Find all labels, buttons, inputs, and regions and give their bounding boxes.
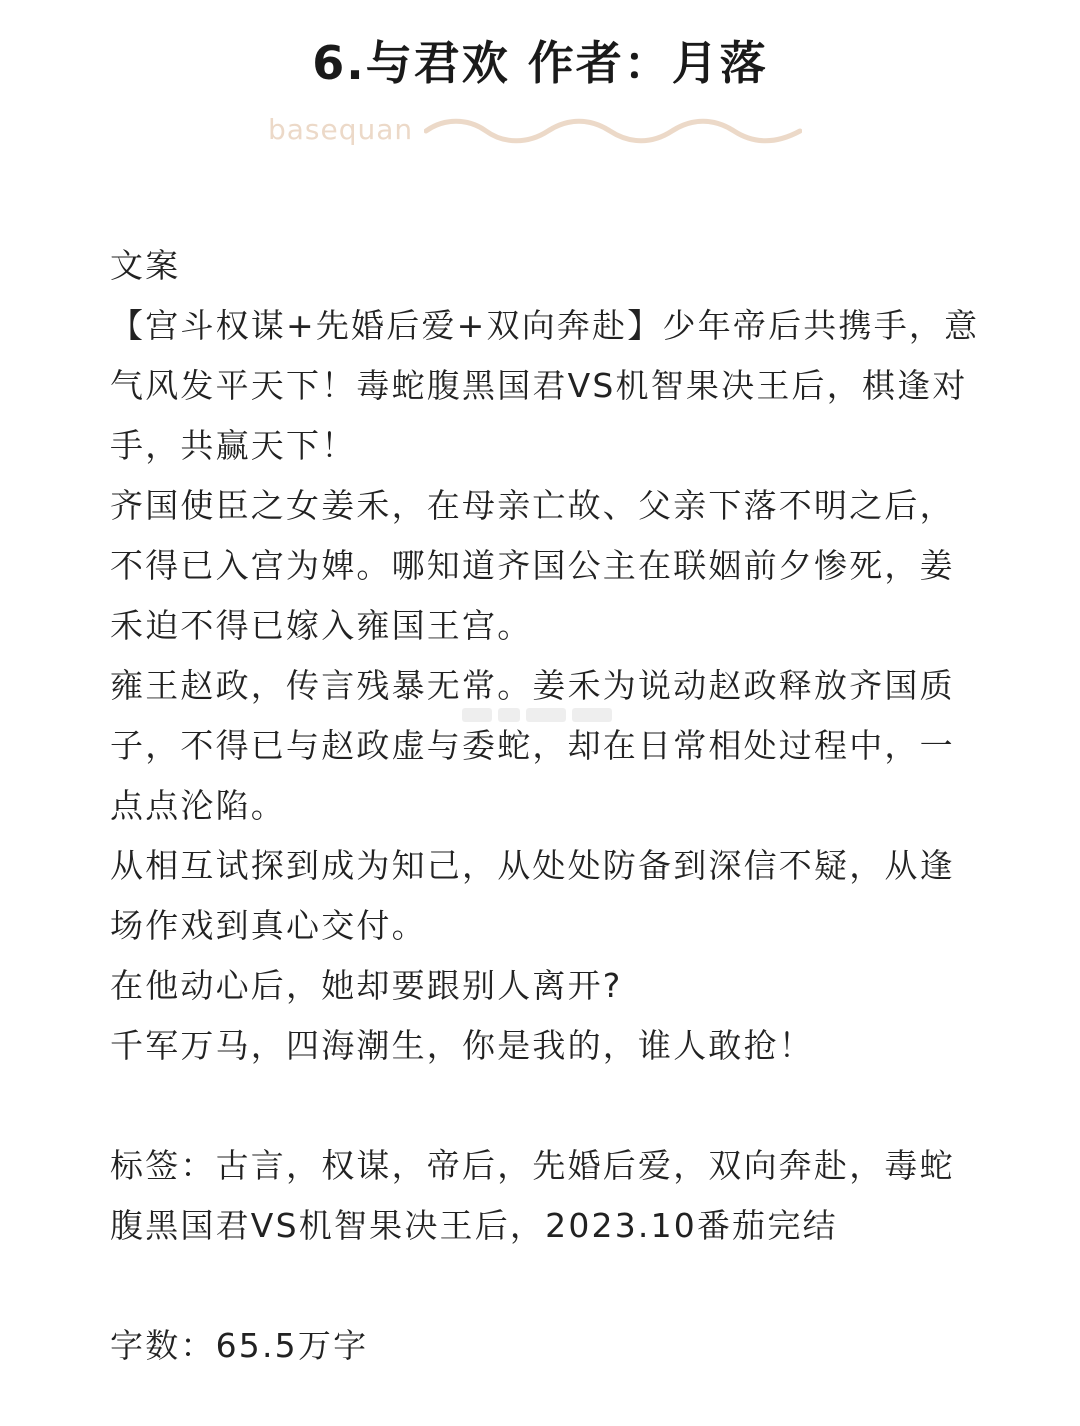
paragraph-progression: 从相互试探到成为知己，从处处防备到深信不疑，从逢场作戏到真心交付。 bbox=[110, 846, 955, 945]
paragraph-intro: 【宫斗权谋+先婚后爱+双向奔赴】少年帝后共携手，意气风发平天下！毒蛇腹黑国君VS机智果决王后，棋逢对手，共赢天下！ bbox=[110, 306, 980, 465]
paragraph-background: 齐国使臣之女姜禾，在母亲亡故、父亲下落不明之后，不得已入宫为婢。哪知道齐国公主在联姻前夕惨死，姜禾迫不得已嫁入雍国王宫。 bbox=[110, 486, 955, 645]
section-label: 文案 bbox=[110, 246, 181, 285]
brand-header bbox=[268, 108, 808, 152]
word-count: 字数：65.5万字 bbox=[110, 1326, 369, 1365]
tags-line: 标签：古言，权谋，帝后，先婚后爱，双向奔赴，毒蛇腹黑国君VS机智果决王后，2023.10番茄完结 bbox=[110, 1146, 955, 1245]
paragraph-king: 雍王赵政，传言残暴无常。姜禾为说动赵政释放齐国质子，不得已与赵政虚与委蛇，却在日常相处过程中，一点点沦陷。 bbox=[110, 666, 955, 825]
page-title: 6.与君欢 作者：月落 bbox=[312, 36, 768, 90]
paragraph-question: 在他动心后，她却要跟别人离开? bbox=[110, 966, 623, 1005]
faint-watermark-icon bbox=[462, 704, 614, 726]
wave-divider-icon bbox=[424, 114, 802, 148]
spacer bbox=[110, 1256, 980, 1316]
paragraph-declaration: 千军万马，四海潮生，你是我的，谁人敢抢！ bbox=[110, 1026, 814, 1065]
spacer bbox=[110, 1076, 980, 1136]
brand-watermark-text: basequan bbox=[268, 113, 414, 146]
article-body bbox=[110, 236, 980, 1376]
